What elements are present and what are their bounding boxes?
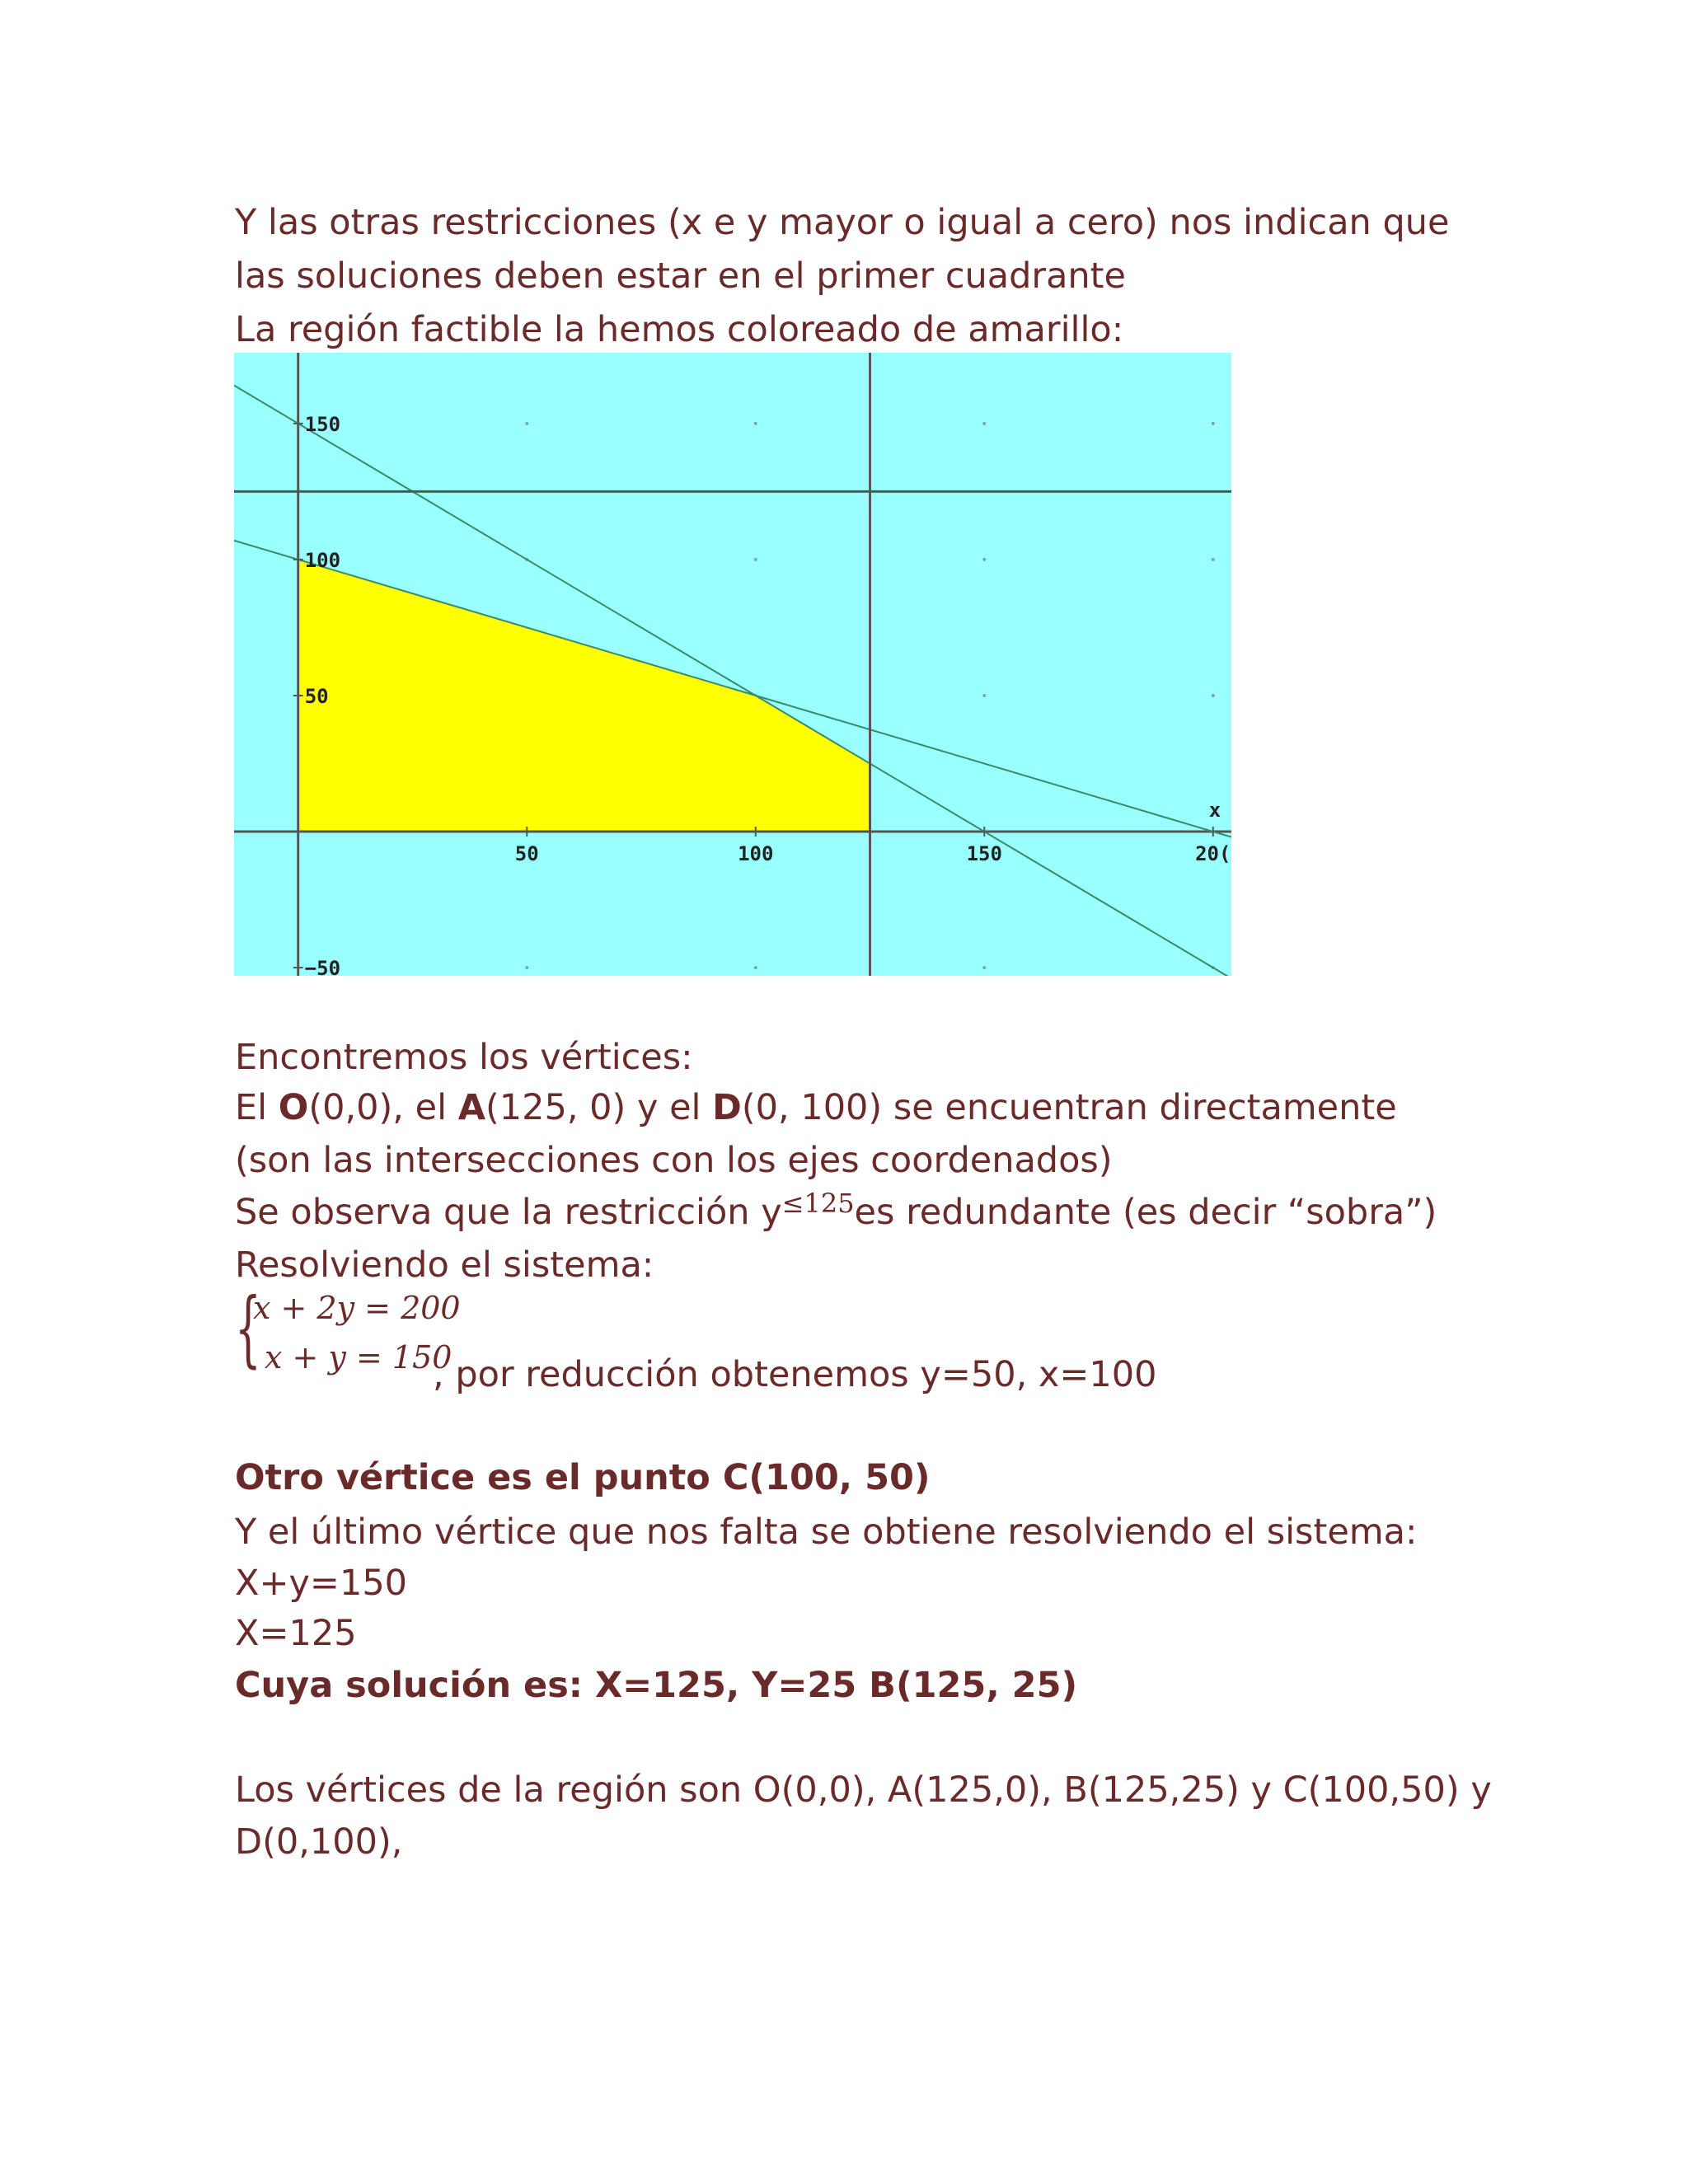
solving-system: Resolviendo el sistema: [235,1244,654,1286]
vertex-C-statement: Otro vértice es el punto C(100, 50) [235,1457,931,1498]
grid-dot [525,966,528,969]
x-tick-label: 150 [966,842,1002,866]
y-tick-label: 100 [304,548,341,572]
conclusion-line-1: Los vértices de la región son O(0,0), A(125,0), B(125,25) y C(100,50) y [235,1769,1492,1811]
last-vertex-note: Y el último vértice que nos falta se obtiene resolviendo el sistema: [235,1511,1418,1553]
vertex-A-label: A [457,1087,485,1128]
vertex-D-label: D [712,1087,742,1128]
vertices-direct: El O(0,0), el A(125, 0) y el D(0, 100) se encuentran directamente [235,1087,1397,1128]
equation-system [235,1280,461,1380]
system-result: , por reducción obtenemos y=50, x=100 [433,1354,1157,1395]
vertex-O-label: O [278,1087,309,1128]
grid-dot [525,422,528,425]
system-brace: { [235,1280,261,1376]
vertex-B-solution: Cuya solución es: X=125, Y=25 B(125, 25) [235,1665,1078,1706]
x-tick-label: 50 [514,842,539,866]
y-tick-label: −50 [304,957,341,976]
x-tick-label: 100 [738,842,774,866]
grid-dot [982,966,986,969]
grid-dot [1212,422,1215,425]
grid-dot [1212,694,1215,697]
conclusion-line-2: D(0,100), [235,1821,403,1863]
redundant-note: Se observa que la restricción $y^{\le 125}es$ redundante (es decir “sobra”) [235,1188,1437,1233]
x-axis-label: x [1208,799,1221,823]
grid-dot [754,966,757,969]
y-tick-label: 150 [304,412,341,436]
grid-dot [754,422,757,425]
grid-dot [754,558,757,561]
intro-line-3: La región factible la hemos coloreado de amarillo: [235,309,1124,350]
grid-dot [1212,558,1215,561]
intro-line-1: Y las otras restricciones (x e y mayor o igual a cero) nos indican que [235,202,1450,243]
grid-dot [982,694,986,697]
redundant-constraint: ≤125 [781,1188,855,1219]
feasible-region-graph [234,353,1231,976]
vertices-intro: Encontremos los vértices: [235,1037,693,1078]
vertices-axes-note: (son las intersecciones con los ejes coordenados) [235,1140,1113,1181]
equation-4: X=125 [235,1613,357,1654]
equation-1: x + 2y = 200 [253,1290,461,1326]
y-tick-label: 50 [304,684,329,708]
grid-dot [982,558,986,561]
x-tick-label: 20( [1195,842,1231,866]
grid-dot [982,422,986,425]
intro-line-2: las soluciones deben estar en el primer cuadrante [235,255,1126,297]
equation-3: X+y=150 [235,1563,408,1604]
equation-2: x + y = 150 [265,1339,452,1376]
